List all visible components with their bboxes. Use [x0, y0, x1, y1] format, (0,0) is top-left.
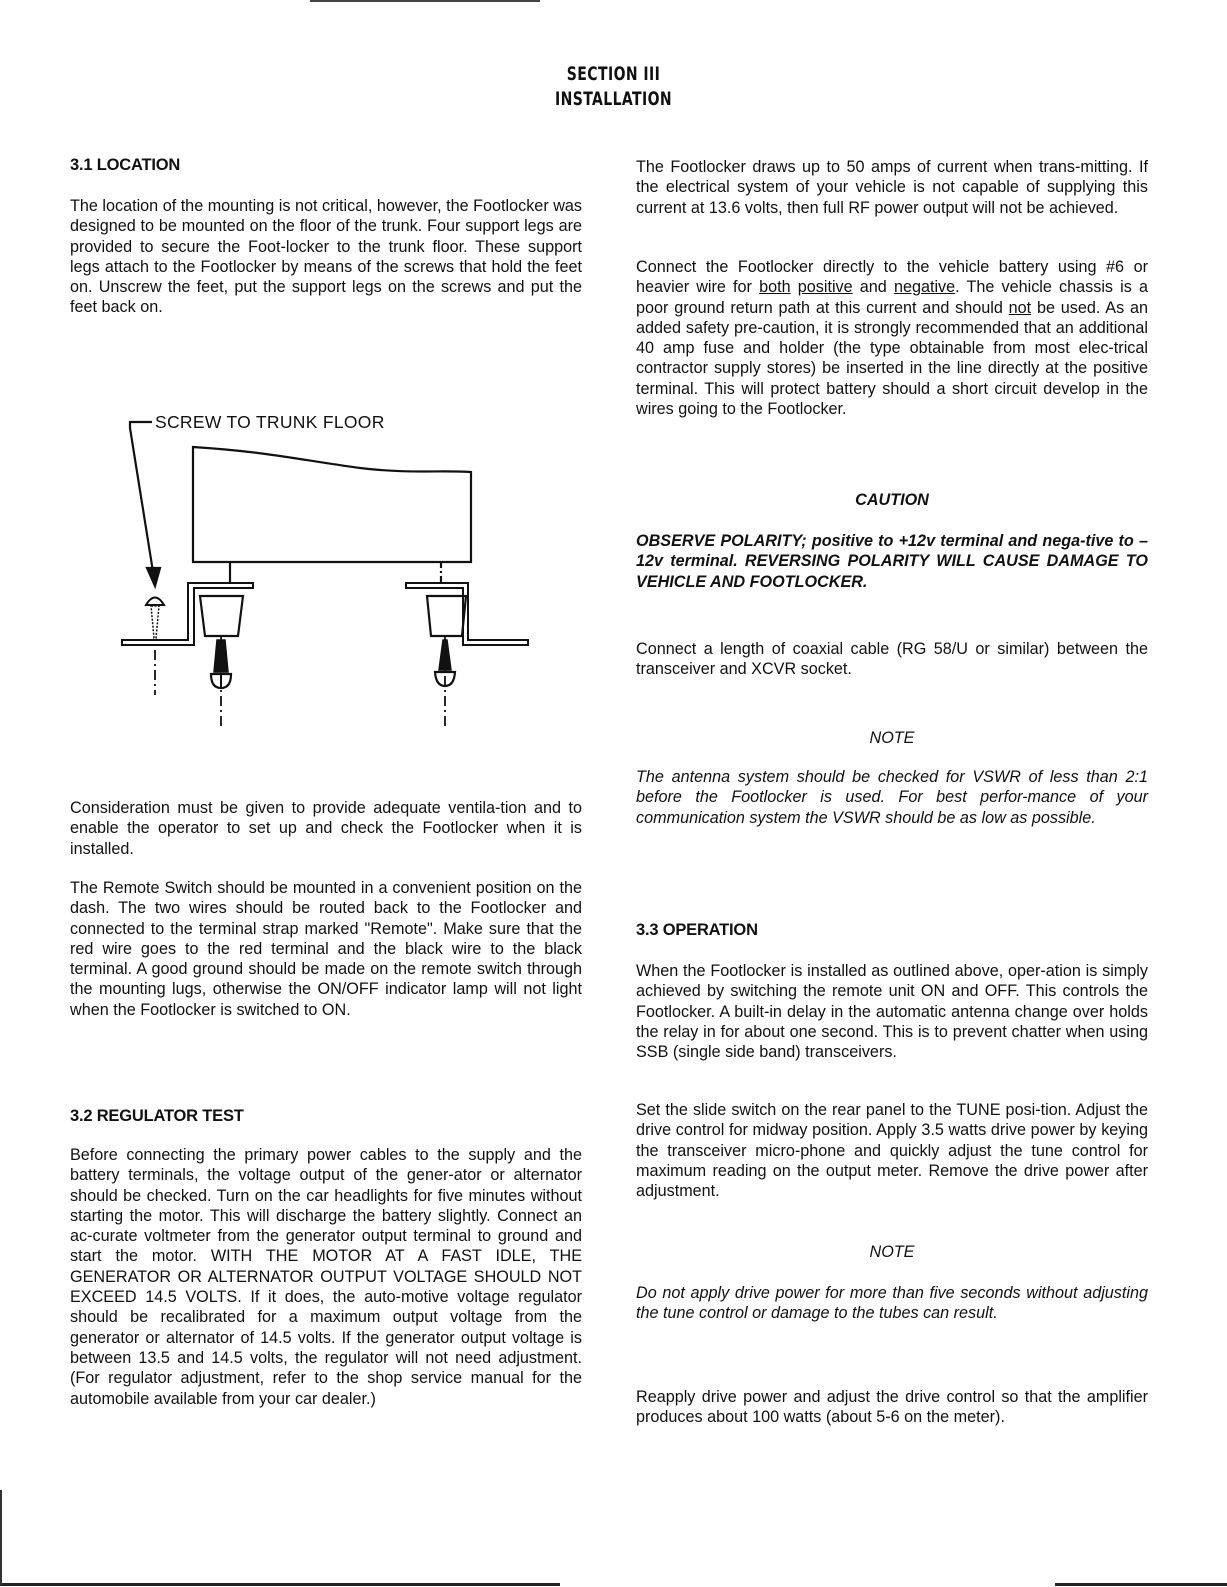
note-text-drive-power: Do not apply drive power for more than five seconds without adjusting the tune control or damage to the tubes can result.: [636, 1284, 1148, 1323]
diagram-label: SCREW TO TRUNK FLOOR: [155, 412, 385, 432]
underlined-negative: negative: [893, 278, 956, 297]
underlined-not: not: [1008, 298, 1032, 317]
underlined-both: both: [759, 278, 791, 297]
text-run: [791, 278, 798, 296]
heading-operation: 3.3 OPERATION: [636, 921, 758, 939]
screw-icon: [146, 598, 164, 639]
mounting-diagram: [110, 400, 550, 730]
paragraph-tune-procedure: Set the slide switch on the rear panel to the TUNE posi-tion. Adjust the drive control for midway position. Apply 3.5 watts drive power by keying the transceiver micro-phone and quickly adjust the tune control for maximum reading on the output meter. Remove the drive power after adjustment.: [636, 1101, 1148, 1201]
paragraph-operation: When the Footlocker is installed as outlined above, oper-ation is simply achieved by switching the remote unit ON and OFF. This controls the Footlocker. A built-in delay in the automatic antenna change over holds the relay in for about one second. This is to prevent chatter when using SSB (single side band) transceivers.: [636, 962, 1148, 1062]
heading-regulator-test: 3.2 REGULATOR TEST: [70, 1107, 244, 1125]
paragraph-current-draw: The Footlocker draws up to 50 amps of current when trans-mitting. If the electrical system of your vehicle is not capable of supplying this current at 13.6 volts, then full RF power output will not be achieved.: [636, 158, 1148, 217]
paragraph-coax-cable: Connect a length of coaxial cable (RG 58/U or similar) between the transceiver and XCVR socket.: [636, 640, 1148, 679]
note-title-antenna: NOTE: [869, 729, 915, 747]
left-column: [70, 0, 582, 1587]
underlined-positive: positive: [797, 278, 853, 297]
heading-location: 3.1 LOCATION: [70, 156, 181, 174]
footlocker-mounting-illustration: [110, 400, 550, 730]
text-run: and: [852, 278, 894, 297]
screw-icon-left-foot: [211, 640, 231, 688]
paragraph-reapply-drive: Reapply drive power and adjust the drive control so that the amplifier produces about 100 watts (about 5-6 on the meter).: [636, 1388, 1148, 1427]
paragraph-remote-switch: The Remote Switch should be mounted in a convenient position on the dash. The two wires should be routed back to the Footlocker and connected to the terminal strap marked "Remote". Make sure that the red wire goes to the red terminal and the black wire to the black terminal. A good ground should be made on the remote switch through the mounting lugs, otherwise the ON/OFF indicator lamp will not light when the Footlocker is switched to ON.: [70, 879, 582, 1019]
section-number: SECTION III: [566, 63, 661, 85]
caution-title: CAUTION: [855, 491, 929, 509]
text-run: . The vehicle chassis is a poor ground return path at this current and should: [636, 278, 1148, 317]
paragraph-location: The location of the mounting is not critical, however, the Footlocker was designed to be mounted on the floor of the trunk. Four support legs are provided to secure the Foot-locker to the trunk floor. These support legs attach to the Footlocker by means of the screws that hold the feet on. Unscrew the feet, put the support legs on the screws and put the feet back on.: [70, 197, 582, 317]
paragraph-regulator-test: Before connecting the primary power cables to the supply and the battery terminals, the voltage output of the gener-ator or alternator should be checked. Turn on the car headlights for five minutes without starting the motor. This will discharge the battery slightly. Connect an ac-curate voltmeter from the generator output terminal to ground and start the motor. WITH THE MOTOR AT A FAST IDLE, THE GENERATOR OR ALTERNATOR OUTPUT VOLTAGE SHOULD NOT EXCEED 14.5 VOLTS. If it does, the auto-motive voltage regulator should be recalibrated for a maximum output voltage from the generator or alternator of 14.5 volts. If the generator output voltage is between 13.5 and 14.5 volts, the regulator will not need adjustment. (For regulator adjustment, refer to the shop service manual for the automobile available from your car dealer.): [70, 1146, 582, 1408]
caution-text: OBSERVE POLARITY; positive to +12v terminal and nega-tive to –12v terminal. REVERSING POLARITY WILL CAUSE DAMAGE TO VEHICLE AND FOOTLOCKER.: [636, 532, 1148, 591]
section-title: INSTALLATION: [554, 88, 673, 110]
paragraph-ventilation: Consideration must be given to provide adequate ventila-tion and to enable the operator to set up and check the Footlocker when it is installed.: [70, 799, 582, 858]
scan-artifact-left-edge: [0, 1490, 2, 1585]
note-text-antenna: The antenna system should be checked for VSWR of less than 2:1 before the Footlocker is used. For best perfor-mance of your communication system the VSWR should be as low as possible.: [636, 768, 1148, 827]
paragraph-battery-connection: [636, 257, 1148, 419]
right-column: [636, 0, 1148, 1587]
text-run: Connect the Footlocker directly to the vehicle battery using #6 or heavier wire for: [636, 258, 1148, 297]
text-run: be used. As an added safety pre-caution, it is strongly recommended that an additional 40 amp fuse and holder (the type obtainable from most elec-trical contractor supply stores) be inserted in the line directly at the positive terminal. This will protect battery should a short circuit develop in the wires going to the Footlocker.: [636, 298, 1148, 419]
note-title-drive-power: NOTE: [869, 1243, 915, 1261]
